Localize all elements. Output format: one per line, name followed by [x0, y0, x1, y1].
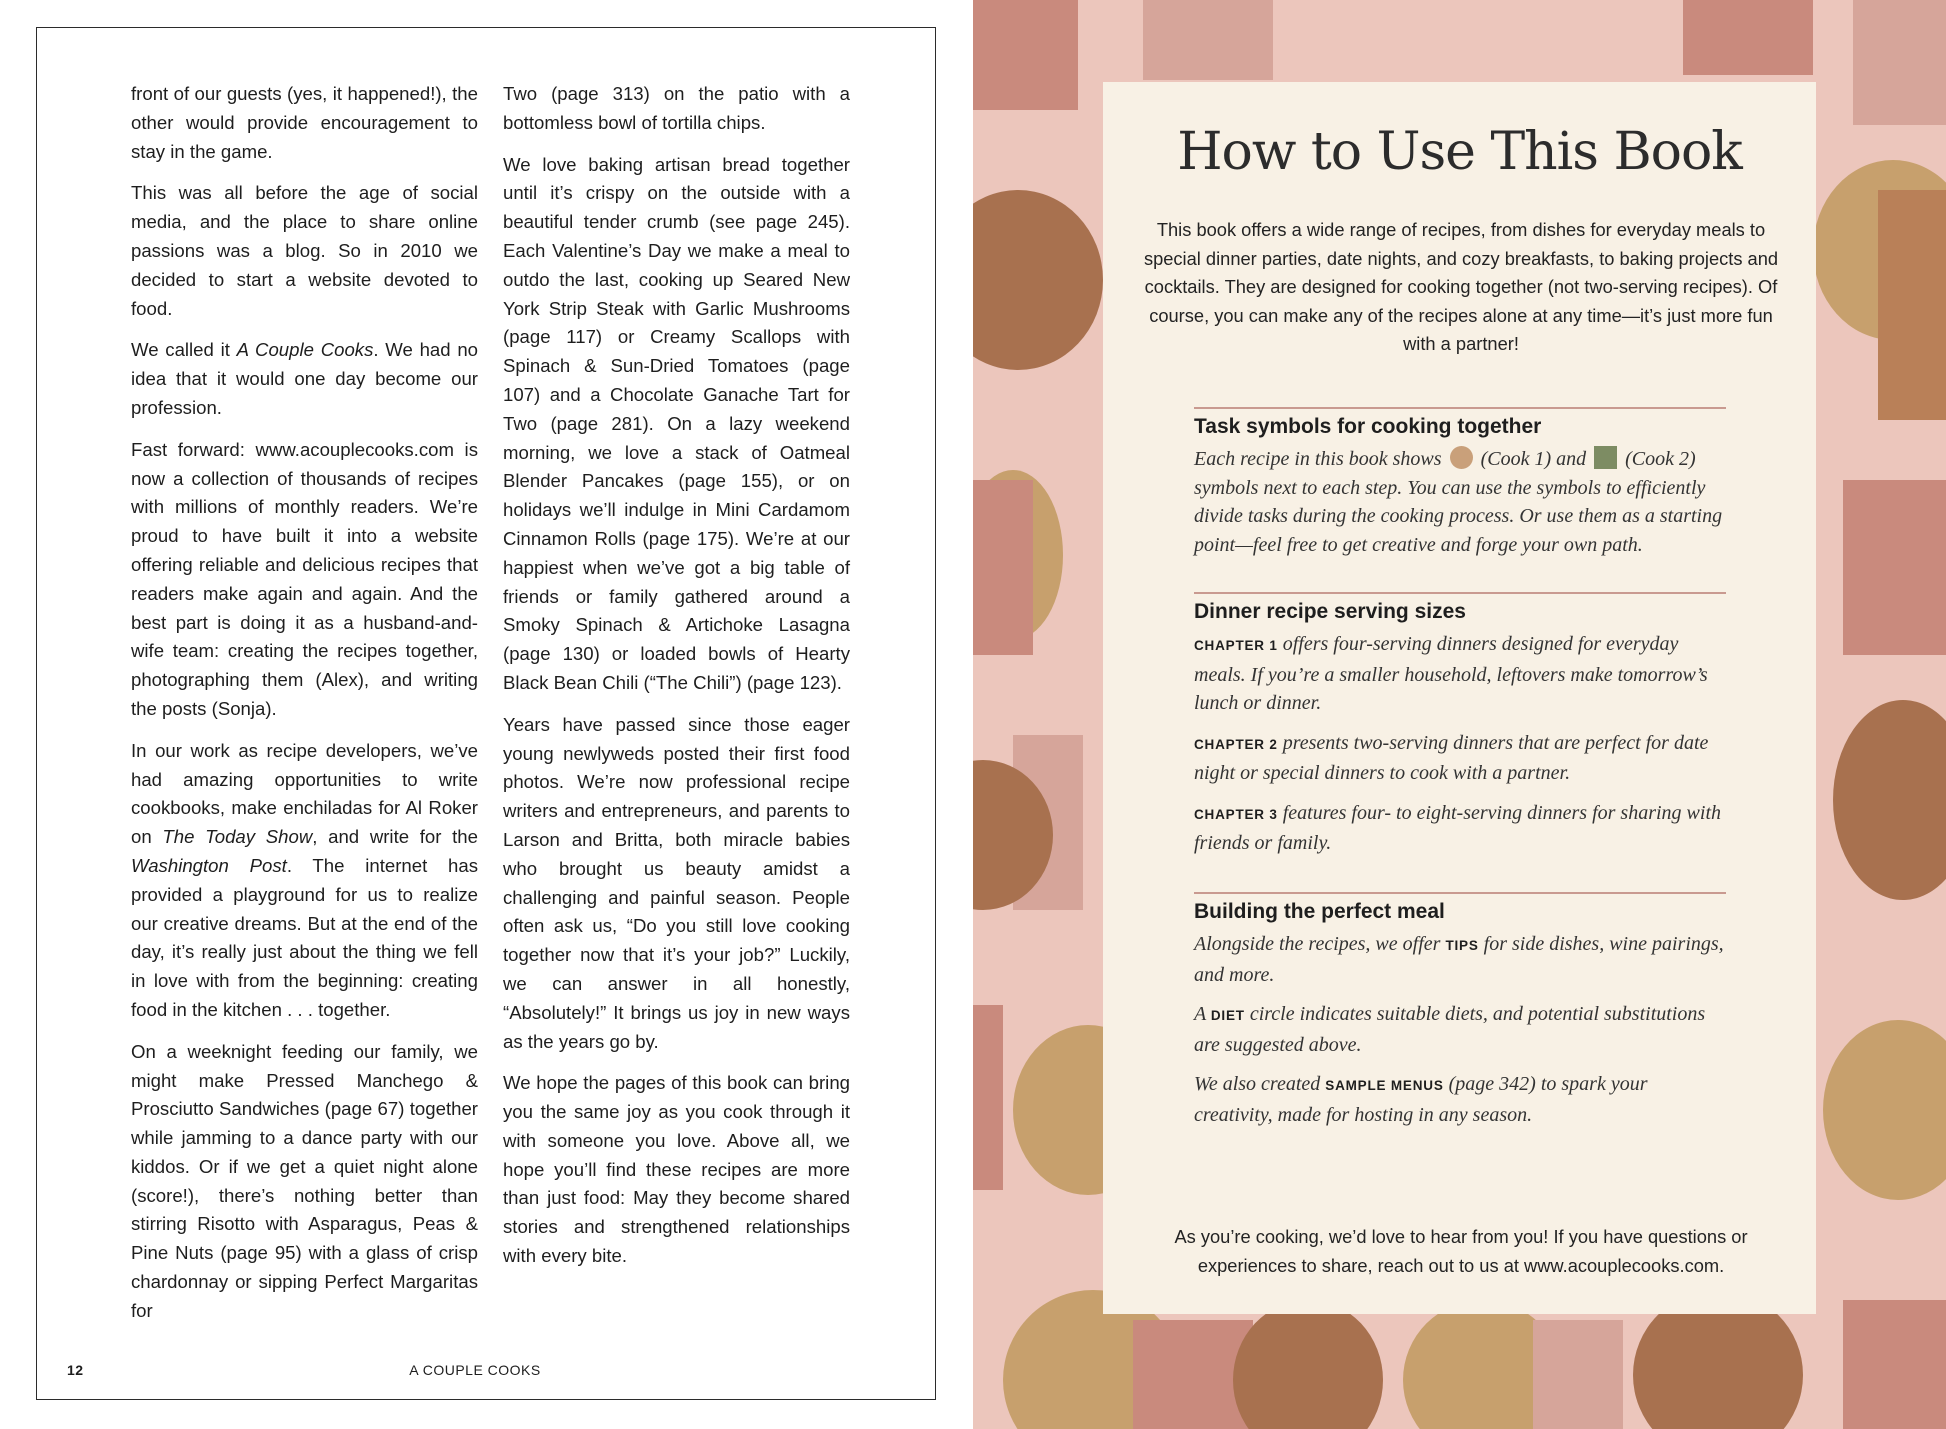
paragraph: Two (page 313) on the patio with a bottomless bowl of tortilla chips.	[503, 83, 850, 133]
section-heading: Building the perfect meal	[1194, 900, 1445, 923]
paragraph: We called it A Couple Cooks. We had no idea that it would one day become our profession.	[131, 339, 478, 418]
text-column-1	[131, 80, 478, 1339]
cook-1-circle-icon	[1450, 446, 1473, 469]
paragraph: Fast forward: www.acouplecooks.com is now a collection of thousands of recipes with millions of monthly readers. We’re proud to have built it into a website offering reliable and delicious recipes that readers make again and again. And the best part is doing it as a husband-and-wife team: creating the recipes together, photographing them (Alex), and writing the posts (Sonja).	[131, 438, 478, 719]
paragraph: We love baking artisan bread together until it’s crispy on the outside with a beautiful tender crumb (see page 245). Each Valentine’s Day we make a meal to outdo the last, cooking up Seared New York Strip Steak with Garlic Mushrooms (page 117) or Creamy Scallops with Spinach & Sun-Dried Tomatoes (page 107) and a Chocolate Ganache Tart for Two (page 281). On a lazy weekend morning, we love a stack of Oatmeal Blender Pancakes (page 155), or on holidays we’ll indulge in Mini Cardamom Cinnamon Rolls (page 175). We’re at our happiest when we’ve got a big table of friends or family gathered around a Smoky Spinach & Artichoke Lasagna (page 130) or loaded bowls of Hearty Black Bean Chili (“The Chili”) (page 123).	[503, 153, 850, 693]
paragraph: We hope the pages of this book can bring you the same joy as you cook through it with someone you love. Above all, we hope you’ll find these recipes are more than just food: May they become shared stories and strengthened relationships with every bite.	[503, 1072, 850, 1267]
intro-text: This book offers a wide range of recipes, from dishes for everyday meals to special dinner parties, date nights, and cozy breakfasts, to baking projects and cocktails. They are designed for cooking together (not two-serving recipes). Of course, you can make any of the recipes alone at any time—it’s just more fun with a partner!	[1143, 219, 1779, 355]
chapter-3-text: CHAPTER 3 features four- to eight-serving dinners for sharing with friends or family.	[1194, 801, 1722, 854]
paragraph: This was all before the age of social media, and the place to share online passions was a blog. So in 2010 we decided to start a website devoted to food.	[131, 182, 478, 319]
paragraph: On a weeknight feeding our family, we might make Pressed Manchego & Prosciutto Sandwiches (page 67) together while jamming to a dance party with our kiddos. Or if we get a quiet night alone (score!), there’s nothing better than stirring Risotto with Asparagus, Peas & Pine Nuts (page 95) with a glass of crisp chardonnay or sipping Perfect Margaritas for	[131, 1040, 478, 1321]
tips-text: Alongside the recipes, we offer TIPS for side dishes, wine pairings, and more.	[1194, 933, 1724, 986]
newspaper-title: Washington Post	[131, 854, 287, 876]
section-text: Each recipe in this book shows (Cook 1) and (Cook 2) symbols next to each step. You can use the symbols to efficiently divide tasks during the cooking process. Or use them as a starting point—feel free to get creative and forge your own path.	[1194, 448, 1723, 556]
section-heading: Dinner recipe serving sizes	[1194, 600, 1466, 623]
how-to-card	[1103, 82, 1816, 1314]
menus-text: We also created SAMPLE MENUS (page 342) to spark your creativity, made for hosting in any season.	[1194, 1073, 1648, 1126]
left-page	[0, 0, 970, 1429]
section-heading: Task symbols for cooking together	[1194, 415, 1542, 438]
chapter-1-text: CHAPTER 1 offers four-serving dinners designed for everyday meals. If you’re a smaller household, leftovers make tomorrow’s lunch or dinner.	[1194, 633, 1708, 714]
text-column-2	[503, 80, 850, 1284]
footer-text: As you’re cooking, we’d love to hear from you! If you have questions or experiences to share, reach out to us at www.acouplecooks.com.	[1174, 1226, 1748, 1276]
running-head: A COUPLE COOKS	[409, 1362, 541, 1378]
paragraph: In our work as recipe developers, we’ve had amazing opportunities to write cookbooks, make enchiladas for Al Roker on The Today Show, and write for the Washington Post. The internet has provided a playground for us to realize our creative dreams. But at the end of the day, it’s really just about the thing we fell in love with from the beginning: creating food in the kitchen . . . together.	[131, 739, 478, 1020]
show-title: The Today Show	[162, 826, 313, 848]
blog-title: A Couple Cooks	[236, 339, 374, 361]
cook-2-square-icon	[1594, 446, 1617, 469]
paragraph: Years have passed since those eager young newlyweds posted their first food photos. We’re now professional recipe writers and entrepreneurs, and parents to Larson and Britta, both miracle babies who brought us beauty amidst a challenging and painful season. People often ask us, “Do you still love cooking together now that it’s your job?” Luckily, we can answer in all honestly, “Absolutely!” It brings us joy in new ways as the years go by.	[503, 713, 850, 1052]
section-perfect-meal	[1194, 892, 1726, 1140]
section-task-symbols	[1194, 407, 1726, 570]
chapter-2-text: CHAPTER 2 presents two-serving dinners that are perfect for date night or special dinners to cook with a partner.	[1194, 731, 1709, 784]
diet-text: A DIET circle indicates suitable diets, and potential substitutions are suggested above.	[1194, 1003, 1706, 1056]
section-serving-sizes	[1194, 592, 1726, 869]
page-title: How to Use This Book	[1177, 122, 1742, 182]
paragraph: front of our guests (yes, it happened!), the other would provide encouragement to stay in the game.	[131, 83, 478, 162]
page-number: 12	[67, 1362, 84, 1378]
